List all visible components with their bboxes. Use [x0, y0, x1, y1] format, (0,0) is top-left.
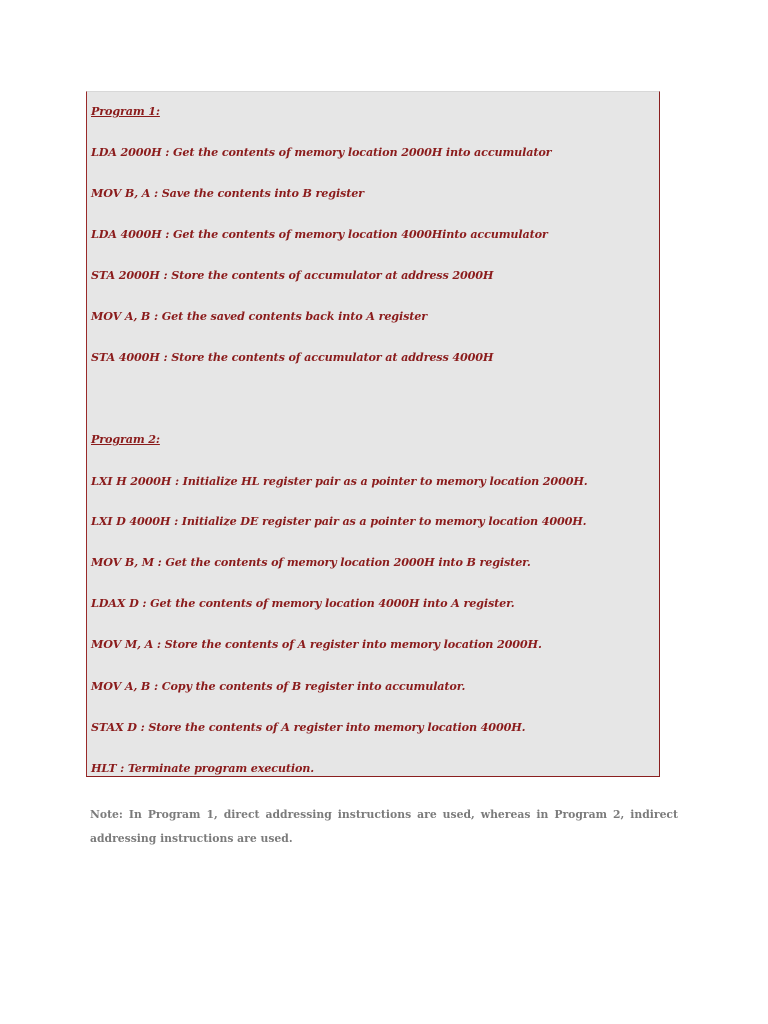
program-2-line: LDAX D : Get the contents of memory location 4000H into A register. — [91, 596, 515, 610]
program-1-line: LDA 4000H : Get the contents of memory location 4000Hinto accumulator — [91, 227, 548, 241]
note-text: In Program 1, direct addressing instructions are used, whereas in Program 2, indirect addressing instructions are used. — [90, 808, 678, 845]
program-1-line: MOV A, B : Get the saved contents back into A register — [91, 309, 427, 323]
note-paragraph — [90, 803, 678, 851]
program-1-line: STA 2000H : Store the contents of accumulator at address 2000H — [91, 268, 494, 282]
code-listing-box — [86, 91, 660, 777]
note-label: Note: — [90, 808, 123, 821]
program-1-line: MOV B, A : Save the contents into B register — [91, 186, 364, 200]
program-2-line: LXI H 2000H : Initialize HL register pair as a pointer to memory location 2000H. — [91, 474, 588, 488]
program-2-line: MOV A, B : Copy the contents of B register into accumulator. — [91, 679, 466, 693]
program-2-line: LXI D 4000H : Initialize DE register pair as a pointer to memory location 4000H. — [91, 514, 587, 528]
program-1-heading: Program 1: — [91, 104, 160, 118]
program-1-line: STA 4000H : Store the contents of accumulator at address 4000H — [91, 350, 494, 364]
program-2-line: STAX D : Store the contents of A register into memory location 4000H. — [91, 720, 526, 734]
program-2-line: HLT : Terminate program execution. — [91, 761, 315, 775]
program-1-line: LDA 2000H : Get the contents of memory location 2000H into accumulator — [91, 145, 552, 159]
program-2-heading: Program 2: — [91, 432, 160, 446]
program-2-line: MOV M, A : Store the contents of A register into memory location 2000H. — [91, 637, 542, 651]
program-2-line: MOV B, M : Get the contents of memory location 2000H into B register. — [91, 555, 531, 569]
